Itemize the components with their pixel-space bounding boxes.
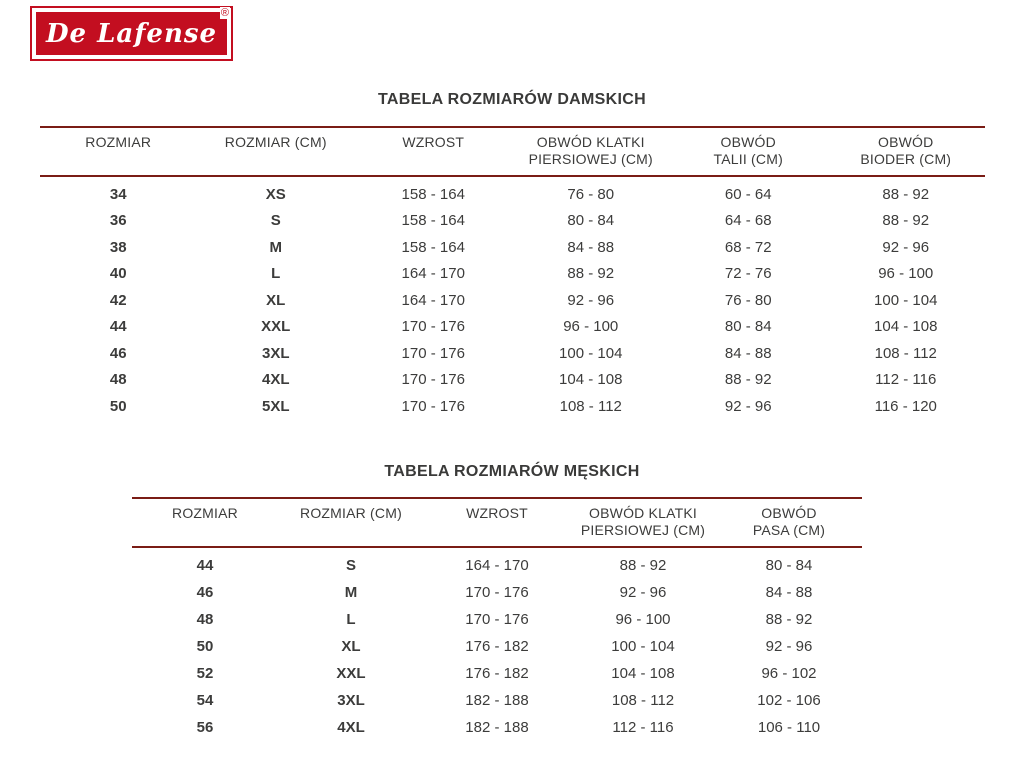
table-cell: 106 - 110	[757, 718, 821, 736]
table-cell: 170 - 176	[401, 318, 465, 336]
table-row	[40, 287, 985, 314]
column-header: ROZMIAR	[172, 504, 238, 521]
table-cell: M	[269, 238, 282, 256]
table-cell: 164 - 170	[401, 265, 465, 283]
table-row	[132, 660, 862, 687]
column-header: WZROST	[402, 134, 465, 150]
table-cell: 176 - 182	[465, 664, 529, 682]
table-cell: 52	[196, 664, 214, 682]
table-cell: M	[344, 583, 358, 601]
table-cell: 68 - 72	[724, 238, 772, 256]
table-cell: 176 - 182	[465, 637, 529, 655]
table-row	[40, 208, 985, 235]
table-cell: L	[346, 610, 356, 628]
table-cell: 158 - 164	[401, 238, 465, 256]
table-row	[40, 261, 985, 288]
column-header: WZROST	[466, 504, 528, 521]
mens-size-table	[132, 497, 862, 741]
table-cell: 88 - 92	[765, 610, 813, 628]
table-cell: 158 - 164	[401, 185, 465, 203]
table-cell: 96 - 100	[563, 318, 619, 336]
table-cell: S	[270, 212, 281, 230]
table-cell: 44	[196, 556, 214, 574]
column-header: OBWÓD PASA (CM)	[752, 504, 826, 538]
table-cell: XXL	[336, 664, 366, 682]
table-cell: 108 - 112	[611, 691, 675, 709]
column-header: OBWÓD KLATKI PIERSIOWEJ (CM)	[580, 504, 706, 538]
table-cell: 102 - 106	[757, 691, 821, 709]
table-row	[40, 181, 985, 208]
table-cell: 3XL	[337, 691, 365, 709]
table-row	[132, 714, 862, 741]
table-cell: XL	[266, 291, 286, 309]
table-row	[132, 579, 862, 606]
table-cell: 164 - 170	[401, 291, 465, 309]
table-cell: 116 - 120	[874, 397, 937, 415]
table-cell: 170 - 176	[465, 583, 529, 601]
table-cell: XXL	[261, 318, 291, 336]
table-cell: 84 - 88	[765, 583, 813, 601]
table-cell: XL	[341, 637, 361, 655]
table-cell: 84 - 88	[567, 238, 615, 256]
table-row	[40, 393, 985, 420]
table-cell: 40	[109, 265, 127, 283]
table-cell: 38	[109, 238, 127, 256]
table-cell: 100 - 104	[611, 637, 675, 655]
table-cell: 76 - 80	[567, 185, 615, 203]
column-header: ROZMIAR (CM)	[224, 134, 327, 150]
column-header: OBWÓD BIODER (CM)	[860, 134, 952, 167]
brand-logo-background	[36, 12, 227, 55]
table-cell: 54	[196, 691, 214, 709]
mens-table-body	[132, 552, 862, 741]
table-cell: 92 - 96	[567, 291, 615, 309]
womens-table-title: TABELA ROZMIARÓW DAMSKICH	[378, 91, 646, 108]
table-row	[40, 340, 985, 367]
womens-table-body	[40, 181, 985, 420]
table-cell: 3XL	[261, 344, 290, 362]
table-cell: 104 - 108	[611, 664, 675, 682]
table-cell: 44	[109, 318, 127, 336]
table-row	[132, 687, 862, 714]
table-cell: L	[271, 265, 281, 283]
table-cell: 80 - 84	[724, 318, 772, 336]
table-cell: 88 - 92	[882, 185, 930, 203]
table-cell: 92 - 96	[765, 637, 813, 655]
table-cell: 64 - 68	[724, 212, 772, 230]
table-cell: 46	[196, 583, 214, 601]
brand-logo	[30, 6, 233, 61]
table-cell: 4XL	[337, 718, 365, 736]
table-cell: 108 - 112	[559, 397, 622, 415]
table-cell: 50	[109, 397, 127, 415]
table-row	[132, 552, 862, 579]
table-cell: 108 - 112	[874, 344, 937, 362]
table-cell: XS	[265, 185, 286, 203]
table-row	[132, 633, 862, 660]
brand-logo-text: De Lafense	[45, 18, 218, 49]
table-cell: 170 - 176	[465, 610, 529, 628]
table-cell: 170 - 176	[401, 344, 465, 362]
womens-table-header-row	[40, 126, 985, 177]
table-cell: 84 - 88	[724, 344, 772, 362]
table-row	[40, 367, 985, 394]
table-cell: 96 - 100	[615, 610, 671, 628]
table-cell: 80 - 84	[765, 556, 813, 574]
table-cell: 104 - 108	[874, 318, 938, 336]
table-cell: 88 - 92	[619, 556, 667, 574]
mens-table-title: TABELA ROZMIARÓW MĘSKICH	[384, 462, 640, 480]
table-cell: 100 - 104	[559, 344, 623, 362]
table-row	[40, 234, 985, 261]
table-cell: 100 - 104	[874, 291, 938, 309]
table-row	[132, 606, 862, 633]
table-row	[40, 314, 985, 341]
table-cell: 182 - 188	[465, 718, 529, 736]
table-cell: 170 - 176	[401, 371, 465, 389]
table-cell: 48	[196, 610, 214, 628]
table-cell: 5XL	[261, 397, 290, 415]
table-cell: 72 - 76	[724, 265, 772, 283]
table-cell: 164 - 170	[465, 556, 529, 574]
table-cell: 96 - 102	[761, 664, 817, 682]
table-cell: 48	[109, 371, 127, 389]
table-cell: 76 - 80	[724, 291, 772, 309]
column-header: OBWÓD KLATKI PIERSIOWEJ (CM)	[528, 134, 653, 167]
column-header: OBWÓD TALII (CM)	[713, 134, 783, 167]
table-cell: 88 - 92	[724, 371, 772, 389]
table-cell: 42	[109, 291, 127, 309]
table-cell: 112 - 116	[612, 718, 674, 736]
table-cell: 112 - 116	[875, 371, 937, 389]
table-cell: 60 - 64	[724, 185, 772, 203]
table-cell: 92 - 96	[882, 238, 930, 256]
table-cell: 92 - 96	[619, 583, 667, 601]
table-cell: 104 - 108	[559, 371, 623, 389]
table-cell: 182 - 188	[465, 691, 529, 709]
table-cell: 158 - 164	[401, 212, 465, 230]
table-cell: 80 - 84	[567, 212, 615, 230]
table-cell: S	[345, 556, 356, 574]
table-cell: 36	[109, 212, 127, 230]
table-cell: 92 - 96	[724, 397, 772, 415]
table-cell: 4XL	[261, 371, 290, 389]
table-cell: 56	[196, 718, 214, 736]
mens-table-header-row	[132, 497, 862, 548]
registered-trademark-icon: ®	[220, 7, 229, 19]
table-cell: 50	[196, 637, 214, 655]
table-cell: 88 - 92	[882, 212, 930, 230]
womens-size-table	[40, 126, 985, 420]
table-cell: 46	[109, 344, 127, 362]
table-cell: 96 - 100	[878, 265, 934, 283]
column-header: ROZMIAR (CM)	[300, 504, 402, 521]
column-header: ROZMIAR	[85, 134, 152, 150]
table-cell: 88 - 92	[567, 265, 615, 283]
table-cell: 170 - 176	[401, 397, 465, 415]
table-cell: 34	[109, 185, 127, 203]
